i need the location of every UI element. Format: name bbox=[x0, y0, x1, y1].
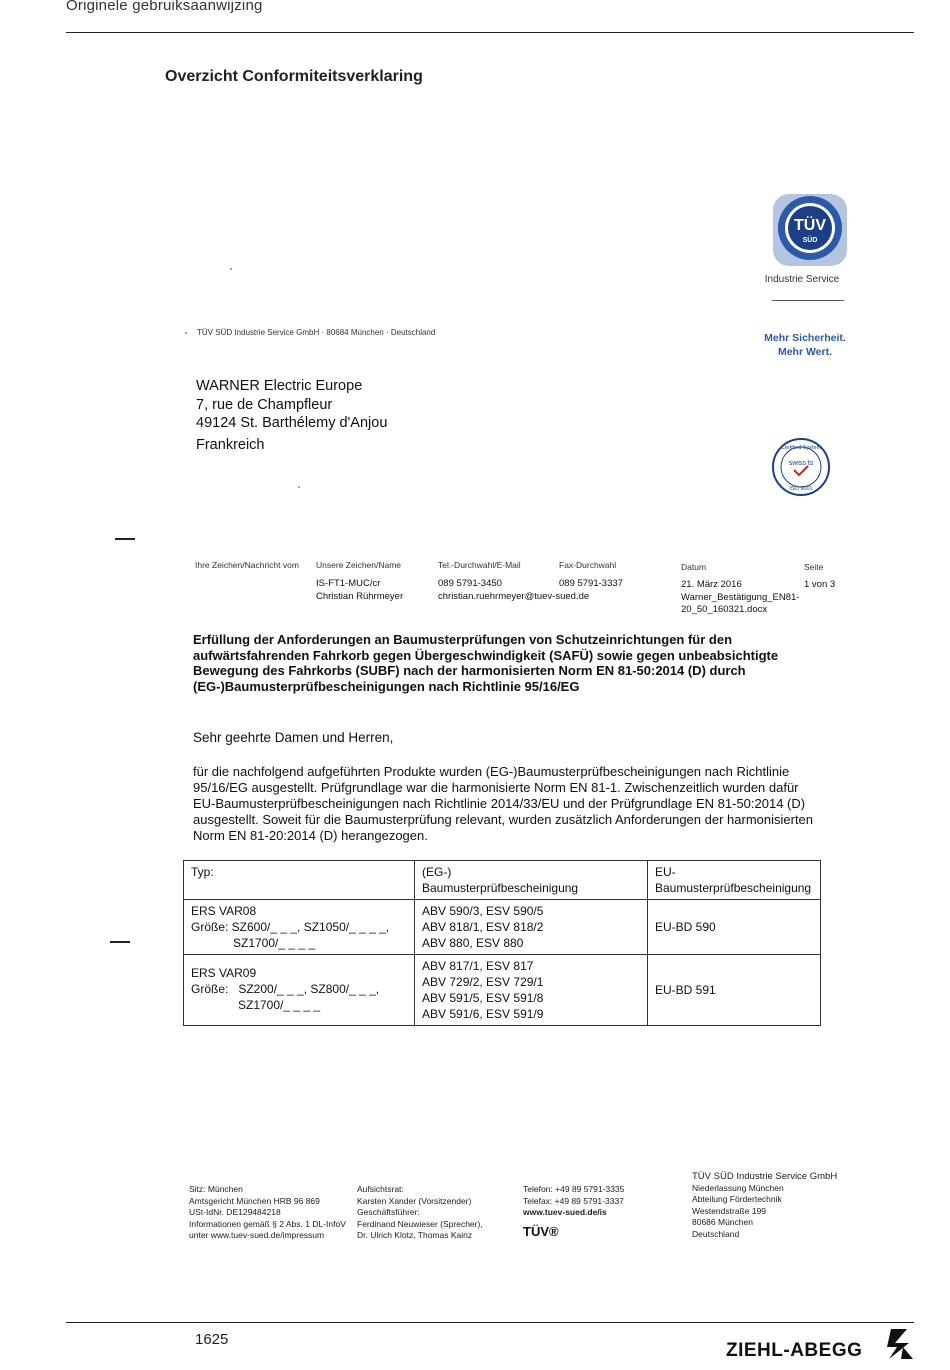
page-title: Overzicht Conformiteitsverklaring bbox=[165, 68, 423, 85]
slogan-line-2: Mehr Wert. bbox=[777, 346, 833, 358]
address-line: Frankreich bbox=[196, 436, 265, 453]
footer-line: Karsten Xander (Vorsitzender) bbox=[357, 1195, 472, 1206]
certification-badge-icon bbox=[770, 436, 832, 498]
conformity-table bbox=[183, 860, 821, 1026]
address-line: 49124 St. Barthélemy d'Anjou bbox=[196, 415, 388, 431]
eg-certificate: ABV 880, ESV 880 bbox=[422, 936, 524, 950]
slogan-line-1: Mehr Sicherheit. bbox=[764, 332, 846, 344]
page-number: 1625 bbox=[195, 1331, 229, 1348]
header-cell-typ bbox=[184, 861, 415, 900]
footer-line: Informationen gemäß § 2 Abs. 1 DL-InfoV bbox=[189, 1218, 346, 1229]
meta-datum-value bbox=[681, 579, 799, 617]
badge-bottom-text: ISO 9001 bbox=[789, 486, 813, 492]
meta-label-datum: Datum bbox=[681, 562, 707, 572]
tuv-logo-brand: TÜV bbox=[794, 217, 826, 234]
letter-salutation: Sehr geehrte Damen und Herren, bbox=[193, 730, 394, 745]
letter-body: für die nachfolgend aufgeführten Produkte wurden (EG-)Baumusterprüfbescheinigungen nach Richtlinie 95/16/EG ausgestellt. Prüfgrundlage war die harmonisierte Norm EN 81-1. Zwischenzeitlich wurden dafür EU-Baumusterprüfbescheinigungen nach Richtlinie 2014/33/EU und der Prüfgrundlage EN 81-50:2014 (D) ausgestellt. Soweit für die Baumusterprüfung relevant, wurden zusätzlich Anforderungen der harmonisierten Norm EN 81-20:2014 (D) herangezogen. bbox=[193, 764, 814, 843]
header-eu-cont: Baumusterprüfbescheinigung bbox=[655, 881, 812, 895]
tuv-trademark: TÜV® bbox=[523, 1224, 559, 1239]
table-row bbox=[184, 900, 821, 955]
footer-line: Geschäftsführer: bbox=[357, 1207, 420, 1217]
letter-subject: Erfüllung der Anforderungen an Baumusterprüfungen von Schutzeinrichtungen für den aufwärtsfahrenden Fahrkorb gegen Übergeschwindigkeit (SAFÜ) sowie gegen unbeabsichtigte Bewegung des Fahrkorbs (SUBF) nach der harmonisierten Norm EN 81-50:2014 (D) durch (EG-)Baumusterprüfbescheinigungen nach Richtlinie 95/16/EG bbox=[193, 632, 779, 694]
header-rule bbox=[66, 32, 914, 33]
meta-label-unsere: Unsere Zeichen/Name bbox=[316, 560, 402, 570]
scan-speck bbox=[185, 332, 187, 334]
meta-unsere-value bbox=[316, 578, 403, 603]
cell-eu bbox=[648, 900, 821, 955]
footer-rule bbox=[66, 1322, 914, 1323]
footer-board bbox=[357, 1184, 483, 1242]
eg-certificate: ABV 590/3, ESV 590/5 bbox=[422, 904, 544, 918]
cell-eg bbox=[415, 900, 648, 955]
eg-certificate: ABV 817/1, ESV 817 bbox=[422, 959, 534, 973]
meta-contact-name: Christian Rührmeyer bbox=[316, 590, 404, 602]
eg-certificate: ABV 729/2, ESV 729/1 bbox=[422, 975, 544, 989]
footer-line: Aufsichtsrat: bbox=[357, 1184, 404, 1194]
meta-filename: Warner_Bestätigung_EN81- bbox=[681, 591, 800, 603]
meta-label-seite: Seite bbox=[804, 562, 824, 572]
badge-middle-text: swiss ts bbox=[788, 460, 814, 467]
header-cell-eu bbox=[648, 861, 821, 900]
eu-certificate: EU-BD 590 bbox=[655, 920, 716, 934]
eg-certificate: ABV 591/5, ESV 591/8 bbox=[422, 991, 544, 1005]
footer-line: Dr. Ulrich Klotz, Thomas Kainz bbox=[357, 1230, 473, 1240]
header-eg-cont: Baumusterprüfbescheinigung bbox=[422, 881, 579, 895]
table-header-row bbox=[184, 861, 821, 900]
sender-line: TÜV SÜD Industrie Service GmbH · 80684 München · Deutschland bbox=[197, 328, 436, 337]
margin-mark bbox=[110, 941, 130, 943]
scan-speck bbox=[298, 486, 300, 488]
footer-line: Telefax: +49 89 5791-3337 bbox=[523, 1195, 624, 1206]
meta-email: christian.ruehrmeyer@tuev-sued.de bbox=[438, 590, 590, 602]
meta-label-fax: Fax-Durchwahl bbox=[559, 560, 617, 570]
footer-line: www.tuev-sued.de/is bbox=[523, 1207, 607, 1217]
ziehl-abegg-logo: ZIEHL-ABEGG bbox=[726, 1340, 863, 1361]
meta-filename-cont: 20_50_160321.docx bbox=[681, 604, 768, 615]
tuv-logo-sub: SÜD bbox=[802, 237, 818, 244]
margin-mark bbox=[115, 538, 135, 540]
product-sizes: Größe: SZ200/_ _ _, SZ800/_ _ _, bbox=[191, 982, 380, 996]
header-eu: EU- bbox=[655, 865, 676, 879]
footer-line: Deutschland bbox=[692, 1228, 740, 1239]
cell-eu bbox=[648, 955, 821, 1026]
scan-speck bbox=[230, 268, 232, 270]
meta-label-ihre: Ihre Zeichen/Nachricht vom bbox=[195, 560, 299, 570]
cell-typ bbox=[184, 955, 415, 1026]
tuv-service-rule bbox=[772, 300, 844, 301]
footer-line: TÜV SÜD Industrie Service GmbH bbox=[692, 1171, 838, 1182]
recipient-address bbox=[196, 377, 387, 454]
eu-certificate: EU-BD 591 bbox=[655, 983, 716, 997]
meta-phone: 089 5791-3450 bbox=[438, 578, 502, 589]
footer-line: unter www.tuev-sued.de/impressum bbox=[189, 1230, 325, 1240]
meta-fax-value: 089 5791-3337 bbox=[559, 578, 623, 589]
footer-line: Niederlassung München bbox=[692, 1182, 784, 1193]
tuv-service-label: Industrie Service bbox=[764, 274, 840, 285]
footer-line: Westendstraße 199 bbox=[692, 1205, 767, 1216]
tuv-sued-logo-icon bbox=[765, 190, 855, 270]
footer-line: Ferdinand Neuwieser (Sprecher), bbox=[357, 1218, 483, 1229]
eg-certificate: ABV 818/1, ESV 818/2 bbox=[422, 920, 544, 934]
header-typ: Typ: bbox=[191, 865, 214, 879]
header-eg: (EG-) bbox=[422, 865, 452, 879]
product-type: ERS VAR09 bbox=[191, 966, 257, 980]
footer-line: Abteilung Fördertechnik bbox=[692, 1194, 782, 1204]
meta-seite-value: 1 von 3 bbox=[804, 579, 836, 590]
product-sizes: Größe: SZ600/_ _ _, SZ1050/_ _ _ _, bbox=[191, 920, 390, 934]
footer-line: Amtsgericht München HRB 96 869 bbox=[189, 1195, 320, 1206]
document-header-title: Originele gebruiksaanwijzing bbox=[66, 0, 263, 14]
footer-line: USt-IdNr. DE129484218 bbox=[189, 1207, 281, 1217]
product-sizes-cont: SZ1700/_ _ _ _ bbox=[233, 936, 316, 950]
footer-line: 80686 München bbox=[692, 1217, 753, 1227]
address-line: WARNER Electric Europe bbox=[196, 378, 363, 394]
footer-address bbox=[692, 1171, 837, 1240]
table-row bbox=[184, 955, 821, 1026]
footer-legal bbox=[189, 1184, 346, 1242]
footer-contact bbox=[523, 1184, 624, 1219]
product-sizes-cont: SZ1700/_ _ _ _ bbox=[238, 998, 321, 1012]
footer-line: Sitz: München bbox=[189, 1184, 243, 1194]
cell-typ bbox=[184, 900, 415, 955]
meta-label-tel: Tel.-Durchwahl/E-Mail bbox=[438, 560, 521, 570]
meta-reference: IS-FT1-MUC/cr bbox=[316, 578, 381, 589]
meta-date: 21. März 2016 bbox=[681, 579, 742, 590]
ziehl-abegg-mark-icon bbox=[885, 1327, 915, 1361]
badge-top-text: Certified System bbox=[780, 445, 822, 451]
eg-certificate: ABV 591/6, ESV 591/9 bbox=[422, 1007, 544, 1021]
address-line: 7, rue de Champfleur bbox=[196, 396, 333, 413]
footer-line: Telefon: +49 89 5791-3335 bbox=[523, 1184, 625, 1194]
product-type: ERS VAR08 bbox=[191, 904, 257, 918]
tuv-slogan bbox=[755, 331, 855, 359]
cell-eg bbox=[415, 955, 648, 1026]
header-cell-eg bbox=[415, 861, 648, 900]
